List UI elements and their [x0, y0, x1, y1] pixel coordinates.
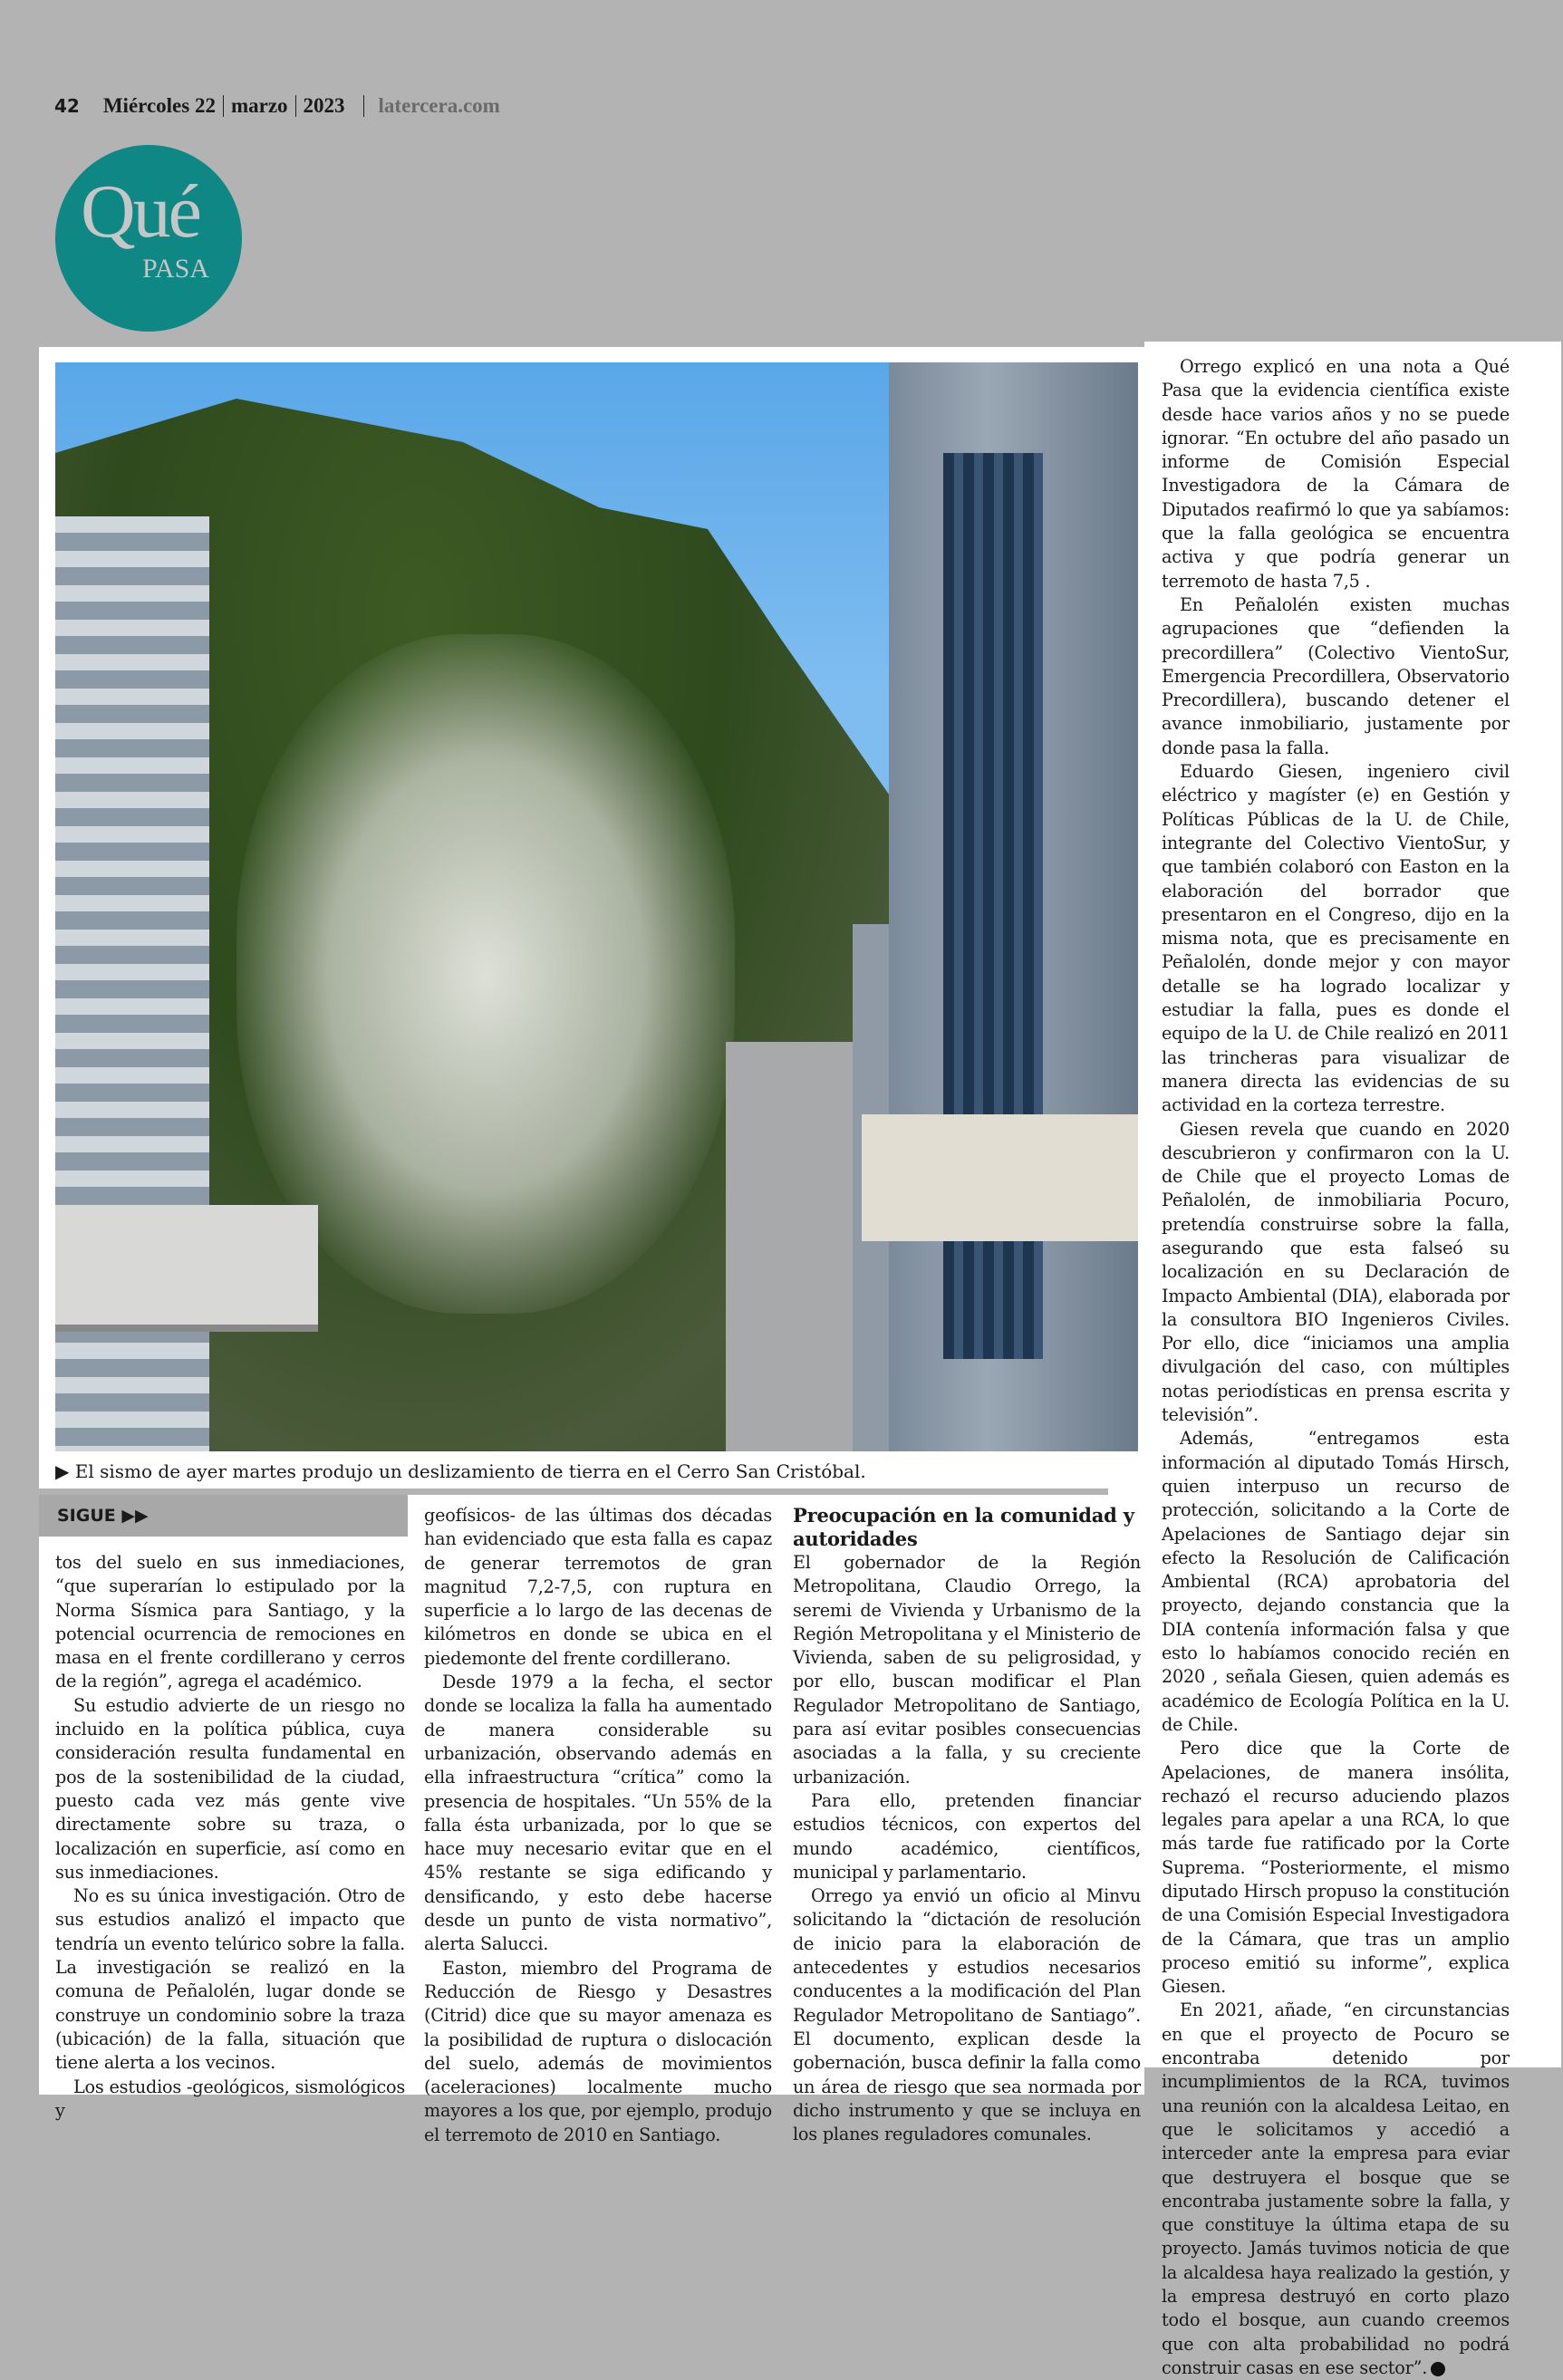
- building-canopy: [862, 1114, 1138, 1241]
- building-right: [889, 362, 1138, 1451]
- header-month: marzo: [230, 94, 288, 117]
- paragraph: Para ello, pretenden financiar estudios técnicos, con expertos del mundo académico, científicos, municipal y parlamentario.: [793, 1789, 1141, 1883]
- article-column-4: [1162, 355, 1510, 2380]
- divider: [223, 95, 224, 117]
- paragraph: En 2021, añade, “en circunstancias en que el proyecto de Pocuro se encontraba detenido por incumplimientos de la RCA, tuvimos una reunión con la alcaldesa Leitao, en que le solicitamos y accedió a interceder ante la empresa para eviar que destruyera el bosque que se encontraba justamente sobre la falla, y que constituye la última etapa de su proyecto. Jamás tuvimos noticia de que la alcaldesa haya realizado la gestión, y la empresa destruyó en corto plazo todo el bosque, aun cuando creemos que con alta probabilidad no podrá construir casas en ese sector”.: [1162, 1999, 1510, 2378]
- header-day: Miércoles 22: [102, 94, 216, 117]
- paragraph: Desde 1979 a la fecha, el sector donde se localiza la falla ha aumentado de manera considerable su urbanización, observando además en ella infraestructura “crítica” como la presencia de hospitales. “Un 55% de la falla ésta urbanizada, por lo que se hace muy necesario evitar que en el 45% restante se siga edificando y densificando, y esto debe hacerse desde un punto de vista normativo”, alerta Salucci.: [424, 1672, 772, 1955]
- divider: [39, 1489, 1108, 1495]
- caption-text: El sismo de ayer martes produjo un deslizamiento de tierra en el Cerro San Cristóbal.: [74, 1460, 866, 1482]
- header-year: 2023: [303, 94, 345, 117]
- paragraph: Eduardo Giesen, ingeniero civil eléctrico y magíster (e) en Gestión y Políticas Públicas de la U. de Chile, integrante del Colectivo VientoSur, y que también colaboró con Easton en la elaboración del borrador que presentaron en el Congreso, dijo en la misma nota, que es precisamente en Peñalolén, donde mejor y con mayor detalle se ha logrado localizar y estudiar la falla, pues es donde el equipo de la U. de Chile realizó en 2011 las trincheras para visualizar de manera directa las evidencias de su actividad en la corteza terrestre.: [1162, 761, 1510, 1116]
- logo-text-sub: PASA: [142, 254, 209, 284]
- page-number: 42: [54, 95, 80, 117]
- que-pasa-logo: [55, 145, 242, 332]
- header-site: latercera.com: [378, 94, 500, 117]
- article-column-1: [55, 1551, 405, 2123]
- article-column-2: [424, 1504, 772, 2147]
- building-left-base: [55, 1205, 318, 1332]
- paragraph: Easton, miembro del Programa de Reducción de Riesgo y Desastres (Citrid) dice que su mayor amenaza es la posibilidad de ruptura o dislocación del suelo, además de movimientos (aceleraciones) localmente mucho mayores a los que, por ejemplo, produjo el terremoto de 2010 en Santiago.: [424, 1957, 772, 2145]
- article-column-3: [793, 1504, 1141, 2146]
- section-heading: Preocupación en la comunidad y autoridades: [793, 1504, 1134, 1550]
- logo-text-main: Qué: [81, 169, 199, 254]
- page-header: [54, 94, 500, 118]
- end-mark-icon: [1431, 2362, 1445, 2376]
- paragraph: No es su única investigación. Otro de sus estudios analizó el impacto que tendría un evento telúrico sobre la falla. La investigación se realizó en la comuna de Peñalolén, lugar donde se construye un condominio sobre la traza (ubicación) de la falla, situación que tiene alerta a los vecinos.: [55, 1885, 405, 2074]
- play-triangle-icon: ▶: [55, 1460, 70, 1482]
- paragraph: Pero dice que la Corte de Apelaciones, de manera insólita, rechazó el recurso aduciendo plazos legales para apelar a una RCA, lo que más tarde fue ratificado por la Corte Suprema. “Posteriormente, el mismo diputado Hirsch propuso la constitución de una Comisión Especial Investigadora de la Cámara, que tras un amplio proceso emitió su informe”, explica Giesen.: [1162, 1738, 1510, 1998]
- paragraph: Orrego explicó en una nota a Qué Pasa que la evidencia científica existe desde hace varios años y no se puede ignorar. “En octubre del año pasado un informe de Comisión Especial Investigadora de la Cámara de Diputados reafirmó lo que ya sabíamos: que la falla geológica se encuentra activa y que podría generar un terremoto de hasta 7,5 .: [1162, 356, 1510, 592]
- sigue-label: SIGUE ▶▶: [39, 1495, 408, 1537]
- landslide-photo: [55, 362, 1138, 1451]
- paragraph: Los estudios -geológicos, sismológicos y: [55, 2076, 405, 2121]
- paragraph: El gobernador de la Región Metropolitana, Claudio Orrego, la seremi de Vivienda y Urbanismo de la Región Metropolitana y el Ministerio de Vivienda, saben de su peligrosidad, y por ello, buscan modificar el Plan Regulador Metropolitano de Santiago, para así evitar posibles consecuencias asociadas a la falla, y su creciente urbanización.: [793, 1552, 1141, 1787]
- paragraph: Además, “entregamos esta información al diputado Tomás Hirsch, quien interpuso un recurso de protección, solicitando a la Corte de Apelaciones de Santiago dejar sin efecto la Resolución de Calificación Ambiental (RCA) aprobatoria del proyecto, dejando constancia que la DIA contenía información falsa y que esto lo habíamos conocido recién en 2020 , señala Giesen, quien además es académico de Ecología Política en la U. de Chile.: [1162, 1428, 1510, 1735]
- paragraph: tos del suelo en sus inmediaciones, “que superarían lo estipulado por la Norma Sísmica para Santiago, y la potencial ocurrencia de remociones en masa en el frente cordillerano y cerros de la región”, agrega el académico.: [55, 1552, 405, 1692]
- paragraph: Giesen revela que cuando en 2020 descubrieron y confirmaron con la U. de Chile que el proyecto Lomas de Peñalolén, de inmobiliaria Pocuro, pretendía construirse sobre la falla, asegurando que esta falseó su localización en su Declaración de Impacto Ambiental (DIA), elaborada por la consultora BIO Ingenieros Civiles. Por ello, dice “iniciamos una amplia divulgación del caso, con múltiples notas periodísticas en prensa escrita y televisión”.: [1162, 1118, 1510, 1426]
- paragraph: Orrego ya envió un oficio al Minvu solicitando la “dictación de resolución de inicio para la elaboración de antecedentes y estudios necesarios conducentes a la modificación del Plan Regulador Metropolitano de Santiago”. El documento, explican desde la gobernación, busca definir la falla como un área de riesgo que sea normada por dicho instrumento y que se incluya en los planes reguladores comunales.: [793, 1885, 1141, 2145]
- paragraph: geofísicos- de las últimas dos décadas han evidenciado que esta falla es capaz de generar terremotos de gran magnitud 7,2-7,5, con ruptura en superficie a lo largo de las decenas de kilómetros en donde se ubica en el piedemonte del frente cordillerano.: [424, 1505, 772, 1669]
- paragraph: Su estudio advierte de un riesgo no incluido en la política pública, cuya consideración resulta fundamental en pos de la sostenibilidad de la ciudad, puesto cada vez más gente vive directamente sobre su traza, o localización en superficie, así como en sus inmediaciones.: [55, 1694, 405, 1883]
- divider: [363, 95, 364, 117]
- photo-caption: [55, 1459, 866, 1484]
- paragraph: En Peñalolén existen muchas agrupaciones que “defienden la precordillera” (Colectivo VientoSur, Emergencia Precordillera, Observatorio Precordillera), buscando detener el avance inmobiliario, justamente por donde pasa la falla.: [1162, 593, 1510, 758]
- divider: [295, 95, 296, 117]
